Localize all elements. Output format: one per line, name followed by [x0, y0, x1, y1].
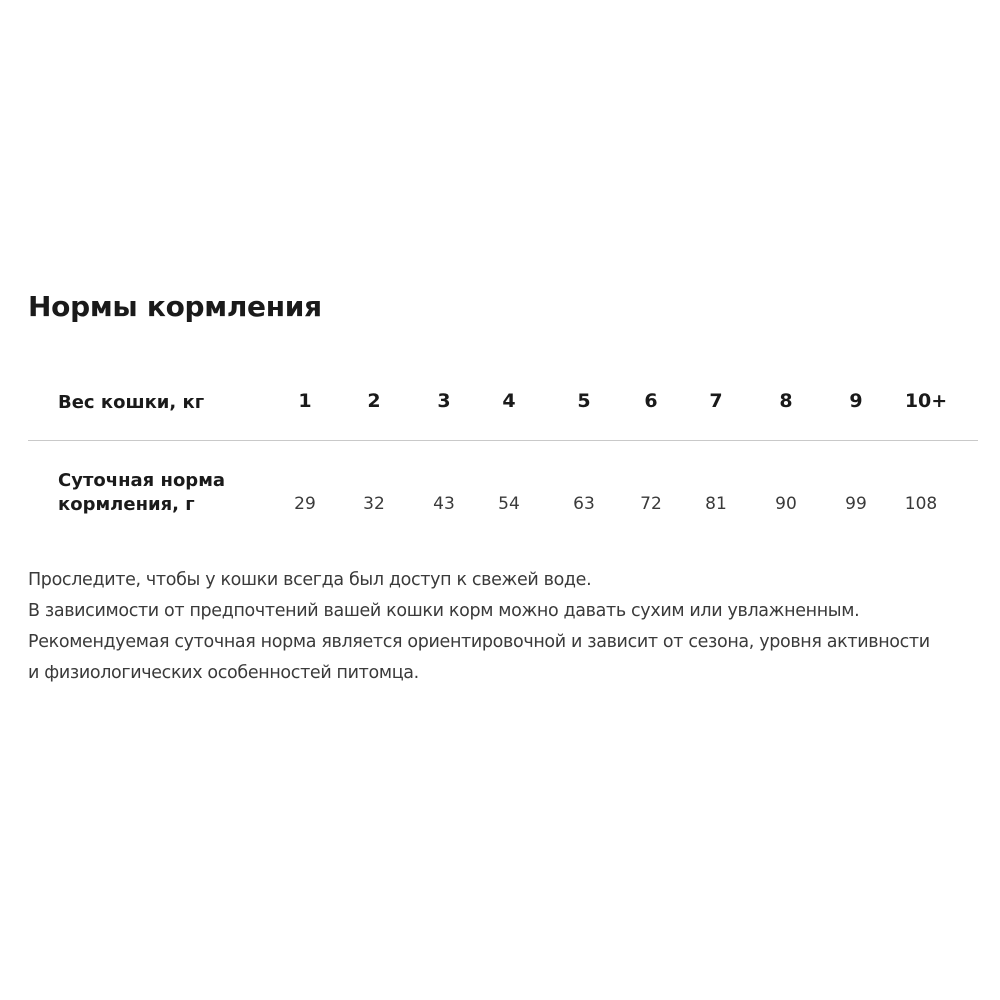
- norm-cell: 72: [640, 494, 662, 514]
- weight-cell: 4: [502, 390, 516, 412]
- weight-cell: 9: [849, 390, 863, 412]
- weight-cell: 3: [437, 390, 451, 412]
- norm-cell: 54: [498, 494, 520, 514]
- weight-cell: 6: [644, 390, 658, 412]
- weight-cell: 7: [709, 390, 723, 412]
- weight-row-label: Вес кошки, кг: [58, 392, 205, 413]
- norm-cell: 81: [705, 494, 727, 514]
- weight-cell: 5: [577, 390, 591, 412]
- norm-cell: 43: [433, 494, 455, 514]
- norm-cell: 90: [775, 494, 797, 514]
- weight-cell: 10+: [904, 390, 948, 412]
- note-line: Проследите, чтобы у кошки всегда был доступ к свежей воде.: [28, 570, 592, 590]
- weight-cell: 2: [367, 390, 381, 412]
- norm-cell: 108: [904, 494, 938, 514]
- norm-cell: 32: [363, 494, 385, 514]
- table-divider: [28, 440, 978, 441]
- norm-row-label: Суточная норма кормления, г: [58, 470, 226, 515]
- feeding-notes: [28, 565, 988, 689]
- weight-cell: 8: [779, 390, 793, 412]
- note-line: В зависимости от предпочтений вашей кошки корм можно давать сухим или увлажненным.: [28, 601, 860, 621]
- weight-cell: 1: [298, 390, 312, 412]
- norm-cell: 63: [573, 494, 595, 514]
- norm-cell: 29: [294, 494, 316, 514]
- page-title: Нормы кормления: [28, 290, 322, 323]
- note-line: и физиологических особенностей питомца.: [28, 663, 419, 683]
- norm-cell: 99: [845, 494, 867, 514]
- note-line: Рекомендуемая суточная норма является ориентировочной и зависит от сезона, уровня активности: [28, 632, 930, 652]
